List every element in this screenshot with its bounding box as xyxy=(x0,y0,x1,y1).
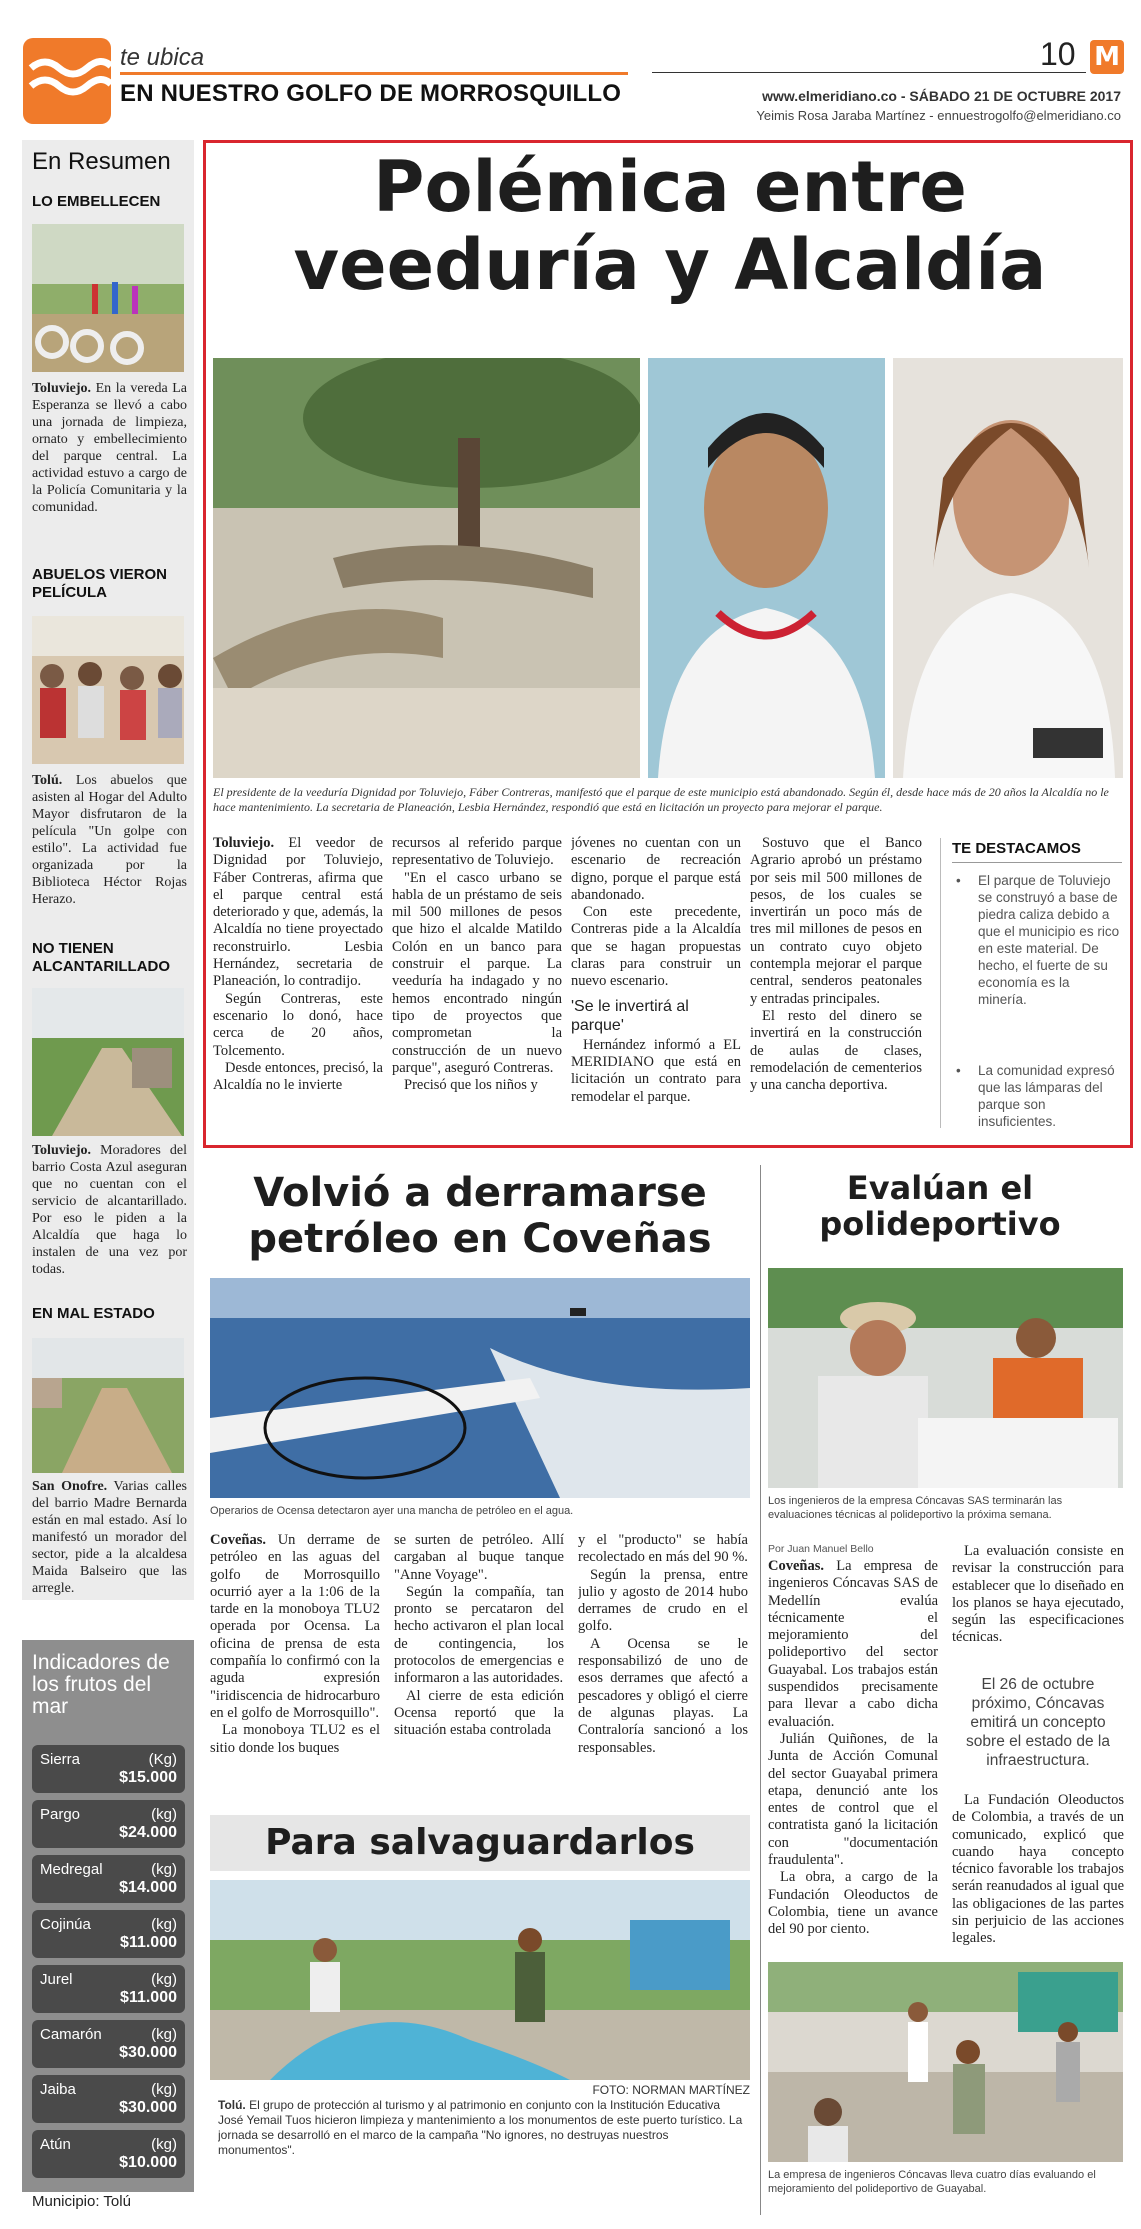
polideportivo-caption: La empresa de ingenieros Cóncavas lleva cuatro días evaluando el mejoramiento del polideportivo de Guayabal. xyxy=(768,2169,1096,2195)
price-row: Atún (kg) $10.000 xyxy=(32,2130,185,2178)
engineers-photo xyxy=(768,1268,1123,1488)
photo-credit: FOTO: NORMAN MARTÍNEZ xyxy=(592,2083,750,2097)
poli-col-1: Coveñas. La empresa de ingenieros Cóncavas SAS de Medellín evalúa técnicamente el mejoramiento del polideportivo del sector Guayabal. Los trabajos están suspendidos precisamente para llevar a cabo dicha evaluación. Julián Quiñones, de la Junta de Acción Comunal del sector Guayabal primera etapa, denunció ante los entes de control que el contratista ganó la licitación con "documentación fraudulenta". La obra, a cargo de la Fundación Oleoductos de Colombia, tiene un avance del 90 por ciento. xyxy=(768,1558,938,1938)
main-col-2: recursos al referido parque representativo de Toluviejo. "En el casco urbano se habla de un préstamo de seis mil 500 millones de pesos que hizo el alcalde Matildo Colón en un banco para construir el parque. La veeduría ha indagado y no hemos encontrado ningún tipo de proyectos que comprometan la construcción de un nuevo parque", aseguró Contreras. Precisó que los niños y xyxy=(392,835,562,1094)
oil-photo-caption: Operarios de Ocensa detectaron ayer una mancha de petróleo en el agua. xyxy=(210,1505,574,1517)
safeguard-caption: Tolú. El grupo de protección al turismo y al patrimonio en conjunto con la Institución Educativa José Yemail Tuos hicieron limpieza y mantenimiento a los monumentos de este puerto turístico. La jornada se desarrolló en el marco de la campaña "No ignores, no destruyas nuestros monumentos". xyxy=(218,2098,743,2157)
bad-street-photo xyxy=(32,1338,184,1473)
municipio-label: Municipio: Tolú xyxy=(32,2193,131,2210)
park-photo xyxy=(213,358,640,778)
sidebar-item-title: NO TIENEN ALCANTARILLADO xyxy=(32,940,171,975)
main-photo-caption: El presidente de la veeduría Dignidad por Toluviejo, Fáber Contreras, manifestó que el parque de este municipio está abandonado. Según él, desde hace más de 20 años la Alcaldía no le hace mantenimiento. La secretaria de Planeación, Lesbia Hernández, respondió que está en licitación un proyecto para mejorar el parque. xyxy=(213,785,1109,814)
byline: Yeimis Rosa Jaraba Martínez - ennuestrogolfo@elmeridiano.co xyxy=(756,108,1121,123)
highlights-title-rule xyxy=(952,862,1122,863)
price-row: Cojinúa (kg) $11.000 xyxy=(32,1910,185,1958)
poli-headline: Evalúan el polideportivo xyxy=(819,1169,1061,1243)
highlight-item: • La comunidad expresó que las lámparas del parque son insuficientes. xyxy=(956,1063,1115,1129)
section-divider xyxy=(760,1165,761,2215)
price-row: Pargo (kg) $24.000 xyxy=(32,1800,185,1848)
poli-photo-caption: Los ingenieros de la empresa Cóncavas SAS terminarán las evaluaciones técnicas al polideportivo la próxima semana. xyxy=(768,1495,1063,1521)
sidebar-item-title: LO EMBELLECEN xyxy=(32,193,161,210)
main-col-1: Toluviejo. El veedor de Dignidad por Toluviejo, Fáber Contreras, afirma que el parque central está deteriorado y que, además, la Alcaldía no tiene proyectado reconstruirlo. Lesbia Hernández, secretaria de Planeación, lo contradijo. Según Contreras, este escenario lo donó, hace cerca de 20 años, Tolcemento. Desde entonces, precisó, la Alcaldía no le invierte xyxy=(213,835,383,1094)
oil-col-3: y el "producto" se había recolectado en más del 90 %. Según la prensa, entre julio y agosto de 2014 hubo derrames de crudo en el golfo. A Ocensa se le responsabilizó de uno de esos derrames que afectó a pescadores y obligó el cierre de algunas playas. La Contraloría sancionó a los responsables. xyxy=(578,1532,748,1756)
poli-author: Por Juan Manuel Bello xyxy=(768,1543,874,1555)
price-row: Sierra (Kg) $15.000 xyxy=(32,1745,185,1793)
oil-headline: Volvió a derramarse petróleo en Coveñas xyxy=(248,1170,712,1262)
sidebar-item-text: Toluviejo. En la vereda La Esperanza se llevó a cabo una jornada de limpieza, ornato y embellecimiento del parque central. La actividad estuvo a cargo de la Policía Comunitaria y la comunidad. xyxy=(32,381,187,515)
monuments-photo xyxy=(210,1880,750,2080)
sidebar-item-title: ABUELOS VIERON PELÍCULA xyxy=(32,566,168,601)
main-headline: Polémica entre veeduría y Alcaldía xyxy=(293,146,1047,306)
logo-m: M xyxy=(1090,40,1124,74)
faber-contreras-photo xyxy=(648,358,885,778)
price-row: Medregal (kg) $14.000 xyxy=(32,1855,185,1903)
bullet-icon: • xyxy=(956,1063,961,1078)
bullet-icon: • xyxy=(956,873,961,888)
highlights-title: TE DESTACAMOS xyxy=(952,840,1081,857)
lesbia-hernandez-photo xyxy=(893,358,1123,778)
main-col-3: jóvenes no cuentan con un escenario de recreación digno, porque el parque está abandonado. Con este precedente, Contreras pide a la Alcaldía que se hagan propuestas claras para construir un nuevo escenario. 'Se le invertirá al parque' Hernández informó a EL MERIDIANO que está en licitación un contrato para remodelar el parque. xyxy=(571,835,741,1105)
sidebar-item-text: Toluviejo. Moradores del barrio Costa Azul aseguran que no cuentan con el servicio de alcantarillado. Por eso le piden a la Alcaldía que haga lo instalen de una vez por todas. xyxy=(32,1143,187,1277)
header-right-rule xyxy=(652,72,1086,73)
price-row: Jurel (kg) $11.000 xyxy=(32,1965,185,2013)
main-col-4: Sostuvo que el Banco Agrario aprobó un préstamo por seis mil 500 millones de pesos, de los cuales se invertirán un poco más de tres mil millones de pesos en un contrato cuyo objeto contempla mejorar el parque central, senderos peatonales y entradas principales. El resto del dinero se invertirá en la construcción de aulas de clases, remodelación de cementerios y una cancha deportiva. xyxy=(750,835,922,1094)
header-rule xyxy=(120,72,628,75)
dateline: www.elmeridiano.co - SÁBADO 21 DE OCTUBRE 2017 xyxy=(762,88,1121,104)
sidebar-heading: En Resumen xyxy=(32,148,171,175)
oil-col-2: se surten de petróleo. Allí cargaban al buque tanque "Anne Voyage". Según la compañía, tan pronto se percataron del hecho activaron el plan local de contingencia, los protocolos de emergencias e informaron a las autoridades. Al cierre de esta edición Ocensa reportó que la situación estaba controlada xyxy=(394,1532,564,1739)
elderly-movie-photo xyxy=(32,616,184,764)
indicators-title: Indicadores de los frutos del mar xyxy=(32,1651,170,1718)
park-cleanup-photo xyxy=(32,224,184,372)
poli-pullquote: El 26 de octubre próximo, Cóncavas emitirá un concepto sobre el estado de la infraestructura. xyxy=(966,1676,1110,1769)
price-row: Camarón (kg) $30.000 xyxy=(32,2020,185,2068)
sidebar-item-title: EN MAL ESTADO xyxy=(32,1305,155,1322)
oil-col-1: Coveñas. Un derrame de petróleo en las aguas del golfo de Morrosquillo ocurrió ayer a la 1:06 de la tarde en la monoboya TLU2 operada por Ocensa. La oficina de prensa de esta compañía lo confirmó con la aguda expresión "iridiscencia de hidrocarburo en el golfo de Morrosquillo". La monoboya TLU2 es el sitio donde los buques xyxy=(210,1532,380,1756)
highlights-rule xyxy=(940,838,941,1128)
waves-icon xyxy=(23,38,111,124)
sidebar-item-text: San Onofre. Varias calles del barrio Madre Bernarda están en mal estado. Así lo manifestó un morador del sector, pide a la alcaldesa Maida Balseiro que las arregle. xyxy=(32,1479,187,1596)
section-title: EN NUESTRO GOLFO DE MORROSQUILLO xyxy=(120,80,622,107)
brand-logo xyxy=(23,38,111,124)
brand-small: te ubica xyxy=(120,44,205,71)
main-subhead: 'Se le invertirá al parque' xyxy=(571,997,689,1034)
street-sewer-photo xyxy=(32,988,184,1136)
safeguard-headline: Para salvaguardarlos xyxy=(265,1822,695,1863)
polideportivo-photo xyxy=(768,1962,1123,2162)
oil-spill-photo xyxy=(210,1278,750,1498)
price-row: Jaiba (kg) $30.000 xyxy=(32,2075,185,2123)
highlight-item: • El parque de Toluviejo se construyó a base de piedra caliza debido a que el municipio es rico en este material. De hecho, el fuerte de su economía es la minería. xyxy=(956,873,1120,1007)
poli-col-2b: La Fundación Oleoductos de Colombia, a través de un comunicado, explicó que cuando haya concepto técnico favorable los trabajos serán reanudados al igual que las obligaciones de las partes sin perjuicio de las acciones legales. xyxy=(952,1792,1124,1947)
page-number: 10 xyxy=(1040,36,1076,72)
poli-col-2: La evaluación consiste en revisar la construcción para establecer que lo diseñado en los planos se haya ejecutado, según las especificaciones técnicas. xyxy=(952,1543,1124,1646)
sidebar-item-text: Tolú. Los abuelos que asisten al Hogar del Adulto Mayor disfrutaron de la película "Un golpe con estilo". La actividad fue organizada por la Biblioteca Héctor Rojas Herazo. xyxy=(32,773,187,907)
